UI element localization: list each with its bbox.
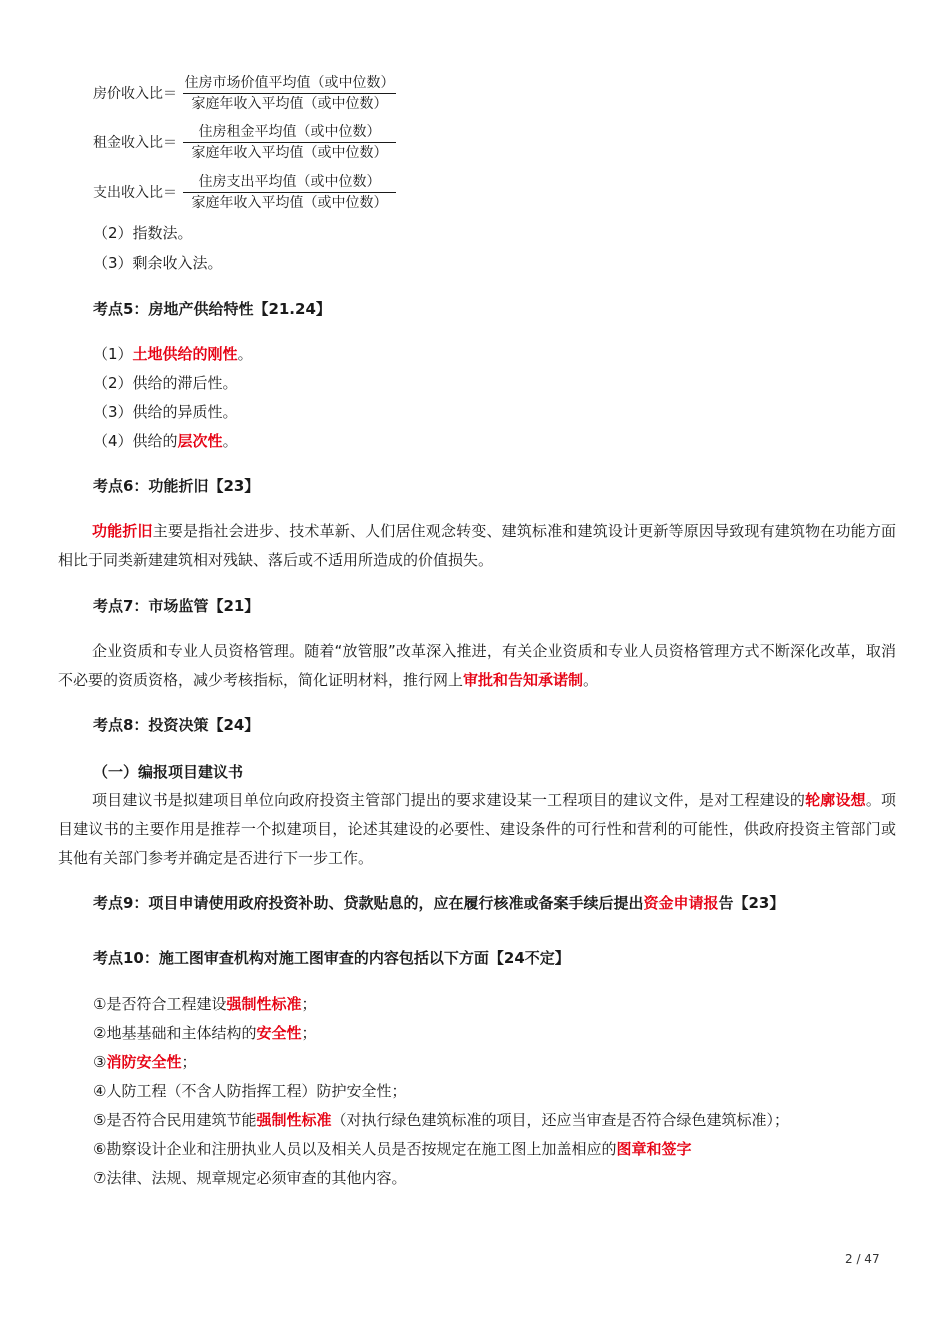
item-text: （3）供给的异质性。 bbox=[93, 403, 238, 421]
para-highlight: 审批和告知承诺制 bbox=[463, 671, 584, 689]
formula-lhs: 租金收入比＝ bbox=[93, 135, 177, 151]
item-text: 。 bbox=[237, 345, 253, 363]
k7-heading: 考点7：市场监管【21】 bbox=[93, 597, 260, 615]
k10-item-3 bbox=[93, 1052, 196, 1072]
k10-item-5 bbox=[93, 1110, 789, 1130]
item-text: 。 bbox=[222, 432, 238, 450]
k10-item-4 bbox=[93, 1081, 406, 1101]
item-text: ⑦法律、法规、规章规定必须审查的其他内容。 bbox=[93, 1169, 407, 1187]
para-highlight: 轮廓设想 bbox=[805, 791, 866, 809]
method-index: （2）指数法。 bbox=[93, 224, 193, 242]
k9-heading bbox=[93, 893, 784, 913]
para-text: 主要是指社会进步、技术革新、人们居住观念转变、建筑标准和建筑设计更新等原因导致现有建筑物在功能方面相比于同类新建建筑相对残缺、落后或不适用所造成的价值损失。 bbox=[58, 522, 896, 569]
item-text: ； bbox=[181, 1053, 197, 1071]
numerator: 住房市场价值平均值（或中位数） bbox=[184, 75, 395, 91]
k10-heading: 考点10：施工图审查机构对施工图审查的内容包括以下方面【24不定】 bbox=[93, 949, 570, 967]
item-highlight: 安全性 bbox=[256, 1024, 302, 1042]
numerator: 住房租金平均值（或中位数） bbox=[198, 124, 381, 140]
para-highlight: 功能折旧 bbox=[92, 522, 153, 540]
para-text: 企业资质和专业人员资格管理。随着“放管服”改革深入推进，有关企业资质和专业人员资格管理方式不断深化改革，取消不必要的资质资格，减少考核指标，简化证明材料，推行网上 bbox=[58, 642, 896, 689]
denominator: 家庭年收入平均值（或中位数） bbox=[191, 195, 388, 211]
method-residual: （3）剩余收入法。 bbox=[93, 254, 223, 272]
item-highlight: 图章和签字 bbox=[616, 1140, 692, 1158]
item-highlight: 土地供给的刚性 bbox=[132, 345, 238, 363]
k5-heading: 考点5：房地产供给特性【21.24】 bbox=[93, 300, 331, 318]
heading-highlight: 资金申请报 bbox=[643, 894, 719, 912]
para-text: 。项目建议书的主要作用是推荐一个拟建项目，论述其建设的必要性、建设条件的可行性和营利的可能性，供政府投资主管部门或其他有关部门参考并确定是否进行下一步工作。 bbox=[58, 791, 896, 867]
item-text: ⑥勘察设计企业和注册执业人员以及相关人员是否按规定在施工图上加盖相应的 bbox=[93, 1140, 617, 1158]
denominator: 家庭年收入平均值（或中位数） bbox=[191, 96, 388, 112]
item-text: ③ bbox=[93, 1053, 107, 1071]
formula-lhs: 房价收入比＝ bbox=[93, 86, 177, 102]
item-text: （对执行绿色建筑标准的项目，还应当审查是否符合绿色建筑标准）； bbox=[331, 1111, 789, 1129]
item-text: ⑤是否符合民用建筑节能 bbox=[93, 1111, 257, 1129]
item-text: ①是否符合工程建设 bbox=[93, 995, 227, 1013]
k10-item-6 bbox=[93, 1139, 691, 1159]
item-highlight: 强制性标准 bbox=[226, 995, 302, 1013]
fraction bbox=[183, 73, 396, 114]
page-number: 2 / 47 bbox=[845, 1252, 880, 1266]
item-text: （2）供给的滞后性。 bbox=[93, 374, 238, 392]
item-highlight: 消防安全性 bbox=[106, 1053, 182, 1071]
item-text: （4）供给的 bbox=[93, 432, 178, 450]
k8-heading: 考点8：投资决策【24】 bbox=[93, 716, 260, 734]
k10-item-2 bbox=[93, 1023, 316, 1043]
k7-paragraph bbox=[58, 637, 896, 695]
k8-paragraph bbox=[58, 786, 896, 873]
para-text: 项目建议书是拟建项目单位向政府投资主管部门提出的要求建设某一工程项目的建议文件，是对工程建设的 bbox=[92, 791, 806, 809]
numerator: 住房支出平均值（或中位数） bbox=[198, 174, 381, 190]
heading-text: 考点9：项目申请使用政府投资补助、贷款贴息的，应在履行核准或备案手续后提出 bbox=[93, 894, 644, 912]
k5-item-4 bbox=[93, 431, 238, 451]
denominator: 家庭年收入平均值（或中位数） bbox=[191, 145, 388, 161]
formula-lhs: 支出收入比＝ bbox=[93, 185, 177, 201]
k5-item-1 bbox=[93, 344, 253, 364]
item-text: ； bbox=[301, 1024, 317, 1042]
k6-heading: 考点6：功能折旧【23】 bbox=[93, 477, 260, 495]
item-text: ④人防工程（不含人防指挥工程）防护安全性； bbox=[93, 1082, 407, 1100]
k10-item-1 bbox=[93, 994, 316, 1014]
item-highlight: 层次性 bbox=[177, 432, 223, 450]
k10-item-7 bbox=[93, 1168, 406, 1188]
para-text: 。 bbox=[583, 671, 599, 689]
heading-text: 告【23】 bbox=[718, 894, 785, 912]
item-text: ； bbox=[301, 995, 317, 1013]
fraction bbox=[183, 122, 396, 163]
item-text: ②地基基础和主体结构的 bbox=[93, 1024, 257, 1042]
k8-subheading: （一）编报项目建议书 bbox=[93, 763, 244, 781]
item-text: （1） bbox=[93, 345, 133, 363]
item-highlight: 强制性标准 bbox=[256, 1111, 332, 1129]
k6-paragraph bbox=[58, 517, 896, 575]
k5-item-3 bbox=[93, 402, 238, 422]
fraction bbox=[183, 172, 396, 213]
k5-item-2 bbox=[93, 373, 238, 393]
